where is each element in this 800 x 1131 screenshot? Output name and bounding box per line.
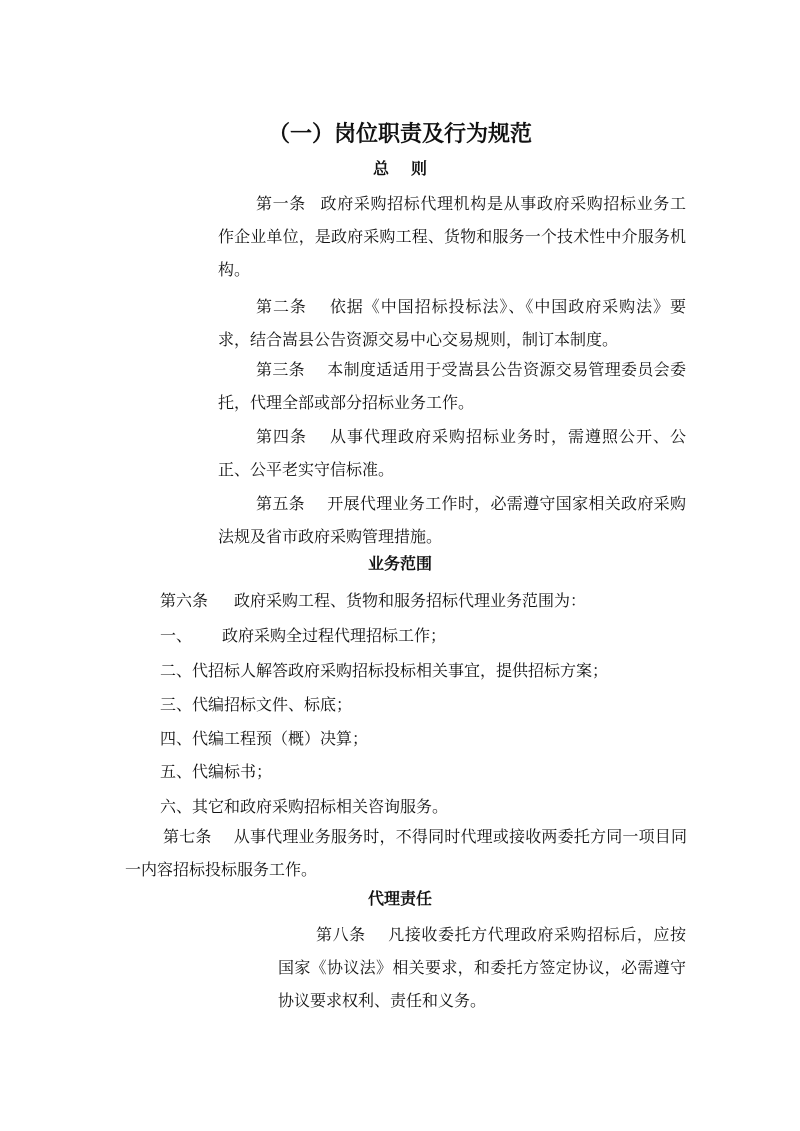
document-title: （一）岗位职责及行为规范	[267, 121, 532, 147]
article-4-text: 从事代理政府采购招标业务时，需遵照公开、公正、公平老实守信标准。	[218, 427, 686, 479]
article-6-label: 第六条	[160, 591, 209, 610]
scope-item-4: 四、代编工程预（概）决算；	[160, 729, 369, 748]
scope-item-1-number: 一、	[160, 626, 193, 645]
section-heading-scope: 业务范围	[367, 554, 432, 573]
article-8-text: 凡接收委托方代理政府采购招标后，应按国家《协议法》相关要求，和委托方签定协议，必需遵守协议要求权利、责任和义务。	[278, 925, 686, 1010]
article-5	[218, 487, 686, 553]
article-6-text: 政府采购工程、货物和服务招标代理业务范围为：	[234, 591, 587, 610]
section-heading-general: 总则	[372, 159, 449, 178]
article-6	[160, 590, 586, 612]
article-8-label: 第八条	[316, 925, 366, 944]
article-2-text: 依据《中国招标投标法》、《中国政府采购法》要求，结合嵩县公告资源交易中心交易规则，制订本制度。	[218, 297, 686, 349]
article-3	[218, 353, 686, 419]
article-4	[218, 420, 686, 486]
section-heading-liability: 代理责任	[367, 889, 432, 908]
article-5-text: 开展代理业务工作时，必需遵守国家相关政府采购法规及省市政府采购管理措施。	[218, 494, 686, 546]
article-1-text: 政府采购招标代理机构是从事政府采购招标业务工作企业单位，是政府采购工程、货物和服务一个技术性中介服务机构。	[218, 194, 686, 279]
article-7	[125, 820, 687, 886]
scope-item-3: 三、代编招标文件、标底；	[160, 695, 353, 714]
article-1	[218, 187, 686, 286]
article-2	[218, 290, 686, 356]
article-4-label: 第四条	[256, 427, 307, 446]
scope-item-2: 二、代招标人解答政府采购招标投标相关事宜，提供招标方案；	[160, 661, 609, 680]
scope-item-1-text: 政府采购全过程代理招标工作；	[222, 626, 447, 645]
article-3-label: 第三条	[256, 360, 305, 379]
article-2-label: 第二条	[256, 297, 307, 316]
scope-item-6: 六、其它和政府采购招标相关咨询服务。	[160, 797, 449, 816]
article-5-label: 第五条	[256, 494, 305, 513]
article-8	[278, 918, 686, 1017]
scope-item-5: 五、代编标书；	[160, 762, 273, 781]
article-7-label: 第七条	[163, 827, 212, 846]
scope-item-1	[160, 625, 446, 647]
article-7-text: 从事代理业务服务时，不得同时代理或接收两委托方同一项目同一内容招标投标服务工作。	[125, 827, 687, 879]
article-1-label: 第一条	[256, 194, 306, 213]
article-3-text: 本制度适适用于受嵩县公告资源交易管理委员会委托，代理全部或部分招标业务工作。	[218, 360, 686, 412]
